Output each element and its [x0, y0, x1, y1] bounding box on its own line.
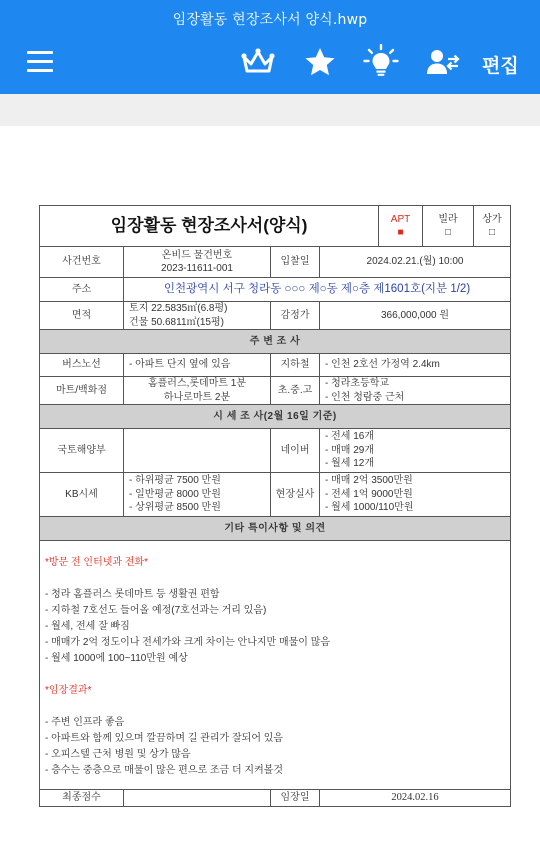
document-filename: 임장활동 현장조사서 양식.hwp	[172, 12, 368, 28]
visit-date-value: 2024.02.16	[320, 790, 511, 807]
bus-label: 버스노선	[40, 354, 124, 377]
type-apt[interactable]	[379, 206, 423, 247]
kb-line: - 하위평균 7500 만원	[129, 475, 221, 487]
crown-icon[interactable]	[240, 44, 276, 80]
notes-line: - 매매가 2억 정도이나 전세가와 크게 차이는 안나지만 매물이 많음	[45, 637, 331, 648]
notes-body	[40, 541, 511, 790]
notes-line: - 아파트와 함께 있으며 깔끔하며 길 관리가 잘되어 있음	[45, 733, 284, 744]
case-number-value	[124, 247, 271, 278]
area-label: 면적	[40, 302, 124, 330]
document-page	[39, 205, 510, 807]
notes-line: - 지하철 7호선도 들어올 예정(7호선과는 거리 있음)	[45, 605, 267, 616]
notes-header: 기타 특이사항 및 의견	[40, 517, 511, 541]
type-store-label: 상가	[482, 213, 502, 225]
naver-value	[320, 429, 511, 473]
molit-value	[124, 429, 271, 473]
edit-button[interactable]: 편집	[482, 55, 519, 77]
appraisal-label: 감정가	[271, 302, 320, 330]
notes-line: - 청라 홈플러스 롯데마트 등 생활권 편함	[45, 589, 220, 600]
app-bar	[0, 0, 540, 94]
naver-line: - 매매 29개	[325, 444, 374, 456]
case-number-label: 사건번호	[40, 247, 124, 278]
market-header: 시 세 조 사(2월 16일 기준)	[40, 405, 511, 429]
toolbar-shadow	[0, 94, 540, 126]
case-number-line1: 온비드 물건번호	[161, 249, 233, 261]
checkbox-empty-icon: □	[445, 227, 452, 238]
notes-line: - 오피스텔 근처 병원 및 상가 많음	[45, 749, 191, 760]
user-swap-icon[interactable]	[425, 44, 461, 80]
kb-value	[124, 473, 271, 517]
mart-line1: 홈플러스,롯데마트 1분	[147, 378, 247, 389]
final-score-label: 최종점수	[40, 790, 124, 807]
checkbox-empty-icon: □	[489, 227, 496, 238]
naver-line: - 전세 16개	[325, 431, 374, 443]
type-villa-label: 빌라	[438, 213, 458, 225]
type-store[interactable]	[474, 206, 511, 247]
notes-section1-title: *방문 전 인터넷과 전화*	[45, 557, 149, 568]
field-line: - 전세 1억 9000만원	[325, 488, 413, 500]
area-value	[124, 302, 271, 330]
notes-line: - 월세, 전세 잘 빠짐	[45, 621, 130, 632]
field-line: - 매매 2억 3500만원	[325, 475, 413, 487]
appraisal-value: 366,000,000 원	[320, 302, 511, 330]
mart-label: 마트/백화점	[40, 377, 124, 405]
naver-label: 네이버	[271, 429, 320, 473]
star-icon[interactable]	[302, 44, 338, 80]
survey-table	[39, 205, 511, 807]
field-survey-value	[320, 473, 511, 517]
bid-date-label: 입찰일	[271, 247, 320, 278]
case-number-line2: 2023-11611-001	[161, 263, 233, 274]
address-label: 주소	[40, 278, 124, 302]
menu-icon[interactable]	[27, 51, 53, 73]
field-survey-label: 현장실사	[271, 473, 320, 517]
naver-line: - 월세 12개	[325, 458, 374, 470]
mart-line2: 하나로마트 2분	[163, 391, 231, 403]
type-villa[interactable]	[423, 206, 474, 247]
notes-line: - 층수는 중층으로 매물이 많은 편으로 조금 더 지켜볼것	[45, 765, 284, 776]
mart-value	[124, 377, 271, 405]
kb-line: - 상위평균 8500 만원	[129, 502, 221, 514]
surroundings-header: 주 변 조 사	[40, 330, 511, 354]
kb-label: KB시세	[40, 473, 124, 517]
subway-value: - 인천 2호선 가정역 2.4km	[320, 354, 511, 377]
subway-label: 지하철	[271, 354, 320, 377]
building-area: 건물 50.6811㎡(15평)	[129, 316, 224, 328]
land-area: 토지 22.5835㎡(6.8평)	[129, 303, 228, 314]
notes-line: - 주변 인프라 좋음	[45, 717, 125, 728]
visit-date-label: 임장일	[271, 790, 320, 807]
lightbulb-icon[interactable]	[363, 44, 399, 80]
type-apt-label: APT	[390, 213, 411, 225]
document-title: 임장활동 현장조사서(양식)	[40, 206, 379, 247]
bid-date-value: 2024.02.21.(월) 10:00	[320, 247, 511, 278]
checkbox-checked-icon: ■	[397, 227, 404, 238]
notes-section2-title: *임장결과*	[45, 685, 92, 696]
field-line: - 월세 1000/110만원	[325, 502, 414, 514]
address-value: 인천광역시 서구 청라동 ○○○ 제○동 제○층 제1601호(지분 1/2)	[124, 278, 511, 302]
final-score-value	[124, 790, 271, 807]
school-label: 초.중.고	[271, 377, 320, 405]
kb-line: - 일반평균 8000 만원	[129, 488, 221, 500]
school-line1: - 청라초등학교	[325, 378, 390, 389]
school-value	[320, 377, 511, 405]
molit-label: 국토해양부	[40, 429, 124, 473]
school-line2: - 인천 청람중 근처	[325, 391, 405, 403]
bus-value: - 아파트 단지 옆에 있음	[124, 354, 271, 377]
notes-line: - 월세 1000에 100~110만원 예상	[45, 653, 188, 664]
